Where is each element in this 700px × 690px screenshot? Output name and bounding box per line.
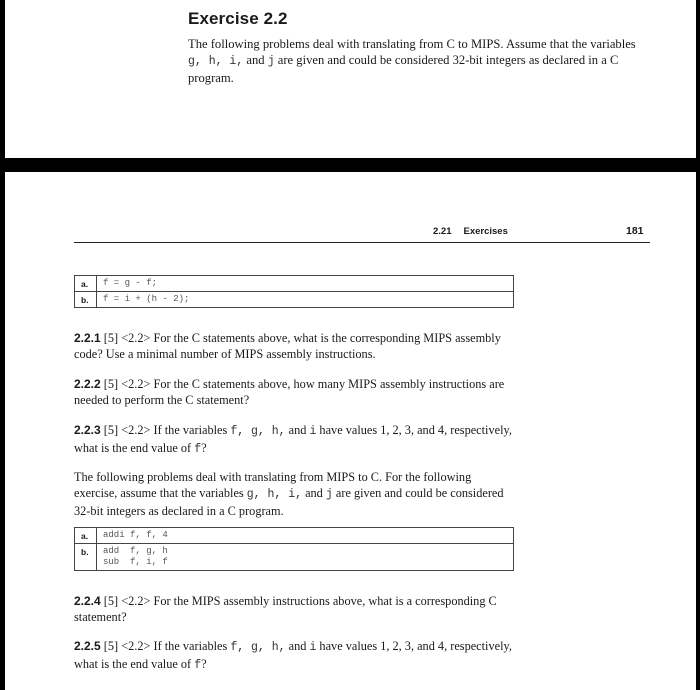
running-head xyxy=(433,226,508,237)
problem-text-2: and xyxy=(285,639,310,653)
table-row xyxy=(75,276,514,292)
problem-text-3: have values 1, 2, 3, and 4, respectively, what is the end value of xyxy=(74,423,512,455)
problem-text-3: have values 1, 2, 3, and 4, respectively, what is the end value of xyxy=(74,639,512,671)
code-cell xyxy=(97,276,514,292)
mid-text-2: and xyxy=(302,486,326,500)
code-line: addi f, f, 4 xyxy=(103,530,168,540)
table-row xyxy=(75,544,514,571)
table-row xyxy=(75,292,514,308)
problem-2-2-1 xyxy=(74,330,516,362)
intro-text-2: and xyxy=(243,53,268,67)
problem-text: [5] <2.2> For the MIPS assembly instructions above, what is a corresponding C statement? xyxy=(74,594,497,624)
running-head-title: Exercises xyxy=(463,226,508,237)
code-line: f = g - f; xyxy=(103,278,158,288)
problem-var-f: f xyxy=(194,443,202,456)
mips-instructions-table xyxy=(74,527,514,571)
code-line: sub f, i, f xyxy=(103,557,168,567)
row-label: b. xyxy=(75,292,97,308)
code-line: f = i + (h - 2); xyxy=(103,294,190,304)
header-rule xyxy=(74,242,650,243)
intro-vars: g, h, i, xyxy=(188,55,244,68)
row-label: a. xyxy=(75,276,97,292)
problem-text: [5] <2.2> For the C statements above, how many MIPS assembly instructions are needed to perform the C statement? xyxy=(74,377,505,407)
running-head-section: 2.21 xyxy=(433,226,452,237)
row-label: a. xyxy=(75,528,97,544)
problem-number: 2.2.1 xyxy=(74,331,101,345)
code-cell xyxy=(97,292,514,308)
problem-vars: f, g, h, xyxy=(230,641,286,654)
problem-2-2-5 xyxy=(74,638,516,674)
problem-2-2-2 xyxy=(74,376,516,408)
page-number: 181 xyxy=(626,225,644,237)
mid-text-1: The following problems deal with translating from MIPS to C. For the following exercise, assume that the variables xyxy=(74,470,472,500)
table-row xyxy=(75,528,514,544)
problem-number: 2.2.3 xyxy=(74,423,101,437)
problem-vars: f, g, h, xyxy=(230,425,286,438)
problem-text-1: [5] <2.2> If the variables xyxy=(100,423,231,437)
problem-text-1: [5] <2.2> If the variables xyxy=(100,639,231,653)
problem-text-2: and xyxy=(285,423,310,437)
problem-number: 2.2.2 xyxy=(74,377,101,391)
divider-band xyxy=(0,158,700,172)
code-cell xyxy=(97,528,514,544)
row-label: b. xyxy=(75,544,97,571)
problem-number: 2.2.4 xyxy=(74,594,101,608)
problem-number: 2.2.5 xyxy=(74,639,101,653)
intro-paragraph xyxy=(188,36,638,86)
right-border xyxy=(696,0,700,690)
exercise-title: Exercise 2.2 xyxy=(188,9,288,28)
intro-text-1: The following problems deal with translating from C to MIPS. Assume that the variables xyxy=(188,37,636,51)
problem-2-2-4 xyxy=(74,593,516,625)
code-line: add f, g, h xyxy=(103,546,168,556)
mid-var-j: j xyxy=(325,488,333,501)
problem-text-4: ? xyxy=(201,441,207,455)
problem-text: [5] <2.2> For the C statements above, what is the corresponding MIPS assembly code? Use a minimal number of MIPS assembly instructions. xyxy=(74,331,501,361)
left-border xyxy=(0,0,5,690)
problem-2-2-3 xyxy=(74,422,516,458)
problem-var-i: i xyxy=(309,425,317,438)
mid-text-3: are given and could be considered 32-bit integers as declared in a C program. xyxy=(74,486,504,518)
problem-var-i: i xyxy=(309,641,317,654)
intro-var-j: j xyxy=(267,55,275,68)
code-cell xyxy=(97,544,514,571)
mid-vars: g, h, i, xyxy=(246,488,302,501)
mips-to-c-paragraph xyxy=(74,469,516,519)
c-statements-table xyxy=(74,275,514,308)
intro-text-3: are given and could be considered 32-bit integers as declared in a C program. xyxy=(188,53,619,85)
problem-var-f: f xyxy=(194,659,202,672)
problem-text-4: ? xyxy=(201,657,207,671)
